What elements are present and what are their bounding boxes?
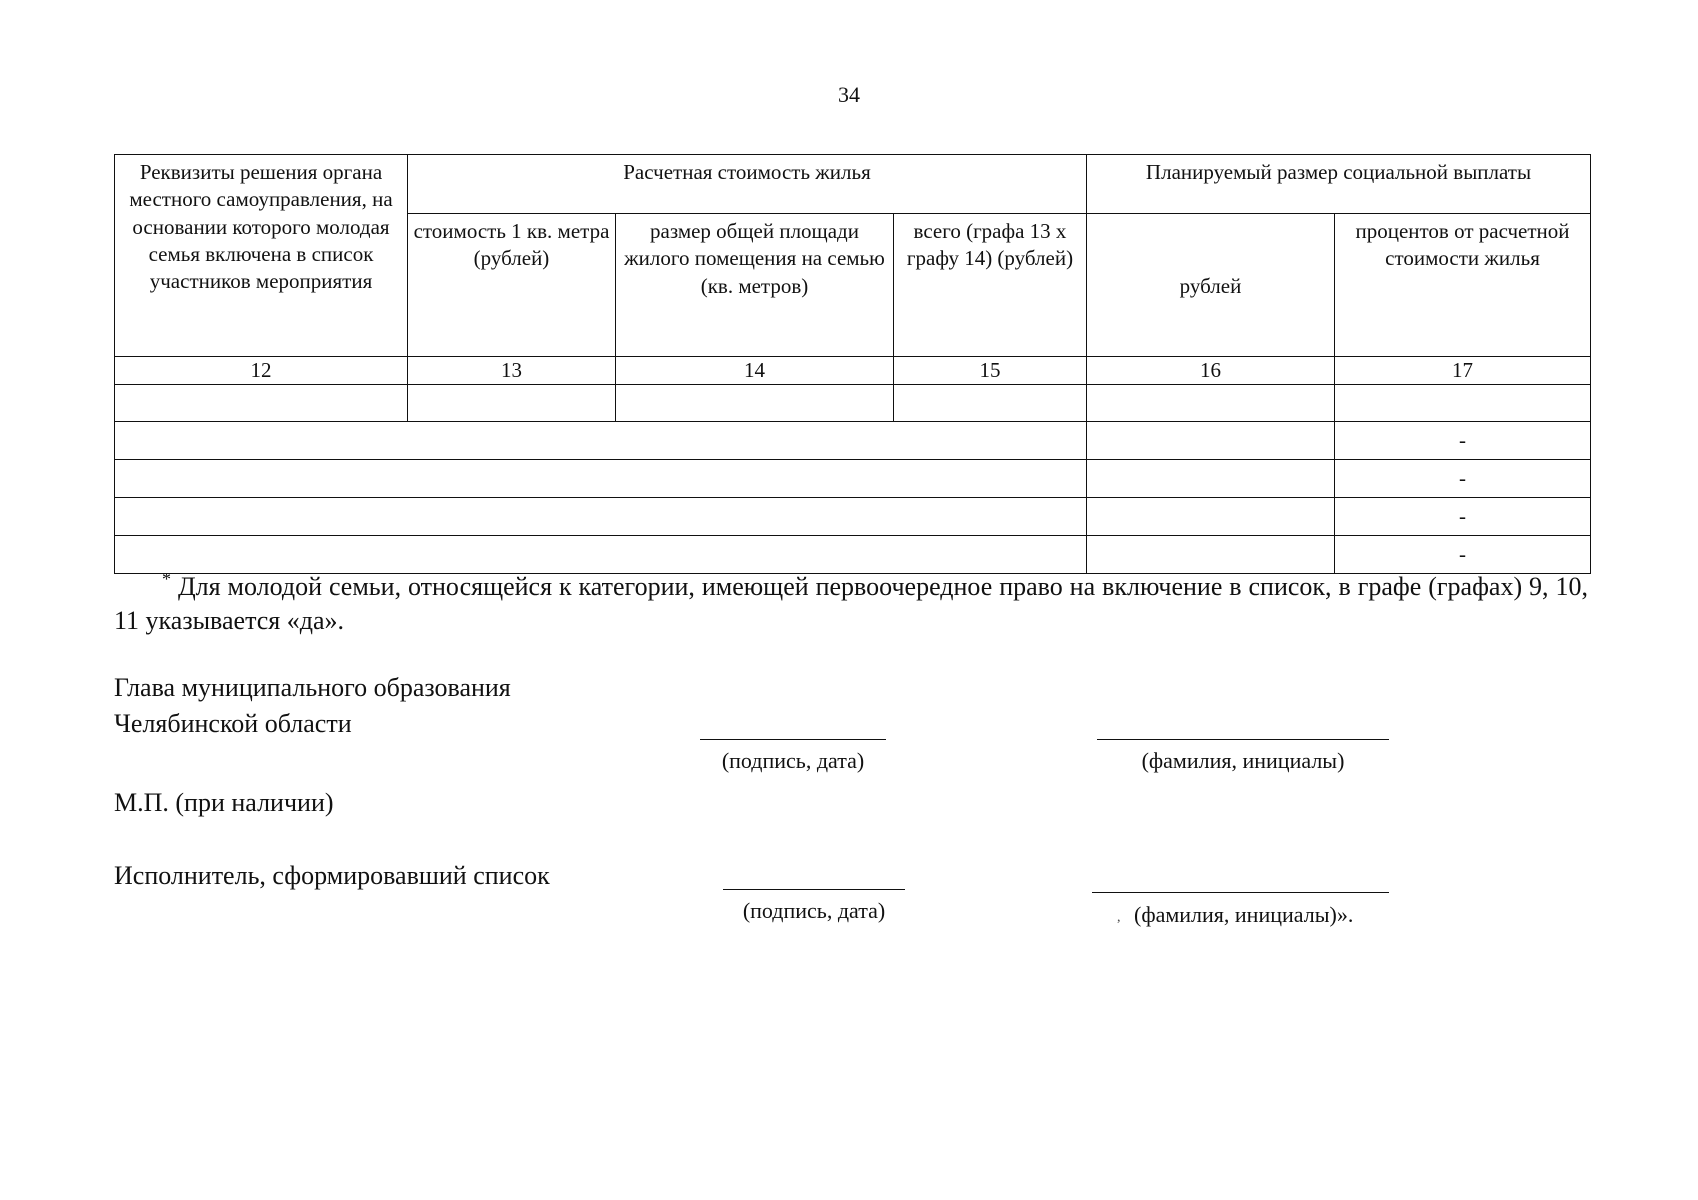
summary-label-cell xyxy=(115,460,1087,498)
column-number: 14 xyxy=(616,357,894,385)
summary-rubles-cell xyxy=(1087,422,1335,460)
header-col16: рублей xyxy=(1087,214,1335,357)
summary-percent-cell: - xyxy=(1335,460,1591,498)
head-signature-line xyxy=(700,739,886,740)
summary-label-cell xyxy=(115,536,1087,574)
footnote-mark: * xyxy=(162,569,171,589)
header-raschetnaya-stoimost: Расчетная стоимость жилья xyxy=(408,155,1087,214)
scan-speck: , xyxy=(1117,910,1121,925)
executor-label: Исполнитель, сформировавший список xyxy=(114,861,550,890)
summary-row xyxy=(115,498,1591,536)
footnote-text: Для молодой семьи, относящейся к категории, имеющей первоочередное право на включение в список, в графе (графах) 9, 10, 11 указывается «да». xyxy=(114,572,1588,635)
summary-row xyxy=(115,460,1591,498)
summary-rubles-cell xyxy=(1087,460,1335,498)
table-cell xyxy=(1335,385,1591,422)
footnote xyxy=(114,570,1588,638)
executor-signature-caption: (подпись, дата) xyxy=(742,898,886,923)
head-signature-caption: (подпись, дата) xyxy=(721,748,865,773)
summary-row xyxy=(115,422,1591,460)
table-cell xyxy=(408,385,616,422)
column-number-row xyxy=(115,357,1591,385)
table-row xyxy=(115,385,1591,422)
table-cell xyxy=(616,385,894,422)
column-number: 15 xyxy=(894,357,1087,385)
header-planiruemy-razmer: Планируемый размер социальной выплаты xyxy=(1087,155,1591,214)
table-cell xyxy=(1087,385,1335,422)
head-title-line1: Глава муниципального образования xyxy=(114,673,511,702)
stamp-label: М.П. (при наличии) xyxy=(114,788,334,817)
column-number: 13 xyxy=(408,357,616,385)
table-cell xyxy=(115,385,408,422)
page-number: 34 xyxy=(838,82,860,107)
header-rekvizity: Реквизиты решения органа местного самоуправления, на основании которого молодая семья включена в список участников мероприятия xyxy=(115,155,408,357)
head-title xyxy=(114,670,511,743)
column-number: 16 xyxy=(1087,357,1335,385)
summary-label-cell xyxy=(115,422,1087,460)
column-number: 12 xyxy=(115,357,408,385)
head-name-line xyxy=(1097,739,1389,740)
summary-percent-cell: - xyxy=(1335,536,1591,574)
summary-percent-cell: - xyxy=(1335,498,1591,536)
summary-rubles-cell xyxy=(1087,536,1335,574)
header-col17: процентов от расчетной стоимости жилья xyxy=(1335,214,1591,357)
executor-name-caption: (фамилия, инициалы)». xyxy=(1134,902,1354,927)
column-number: 17 xyxy=(1335,357,1591,385)
header-col14: размер общей площади жилого помещения на семью (кв. метров) xyxy=(616,214,894,357)
head-title-line2: Челябинской области xyxy=(114,709,352,739)
executor-signature-line xyxy=(723,889,905,890)
header-col13: стоимость 1 кв. метра (рублей) xyxy=(408,214,616,357)
distribution-table xyxy=(114,154,1591,574)
table-cell xyxy=(894,385,1087,422)
summary-rubles-cell xyxy=(1087,498,1335,536)
summary-row xyxy=(115,536,1591,574)
summary-label-cell xyxy=(115,498,1087,536)
summary-percent-cell: - xyxy=(1335,422,1591,460)
header-col15: всего (графа 13 х графу 14) (рублей) xyxy=(894,214,1087,357)
executor-name-line xyxy=(1092,892,1389,893)
head-name-caption: (фамилия, инициалы) xyxy=(1141,748,1345,773)
